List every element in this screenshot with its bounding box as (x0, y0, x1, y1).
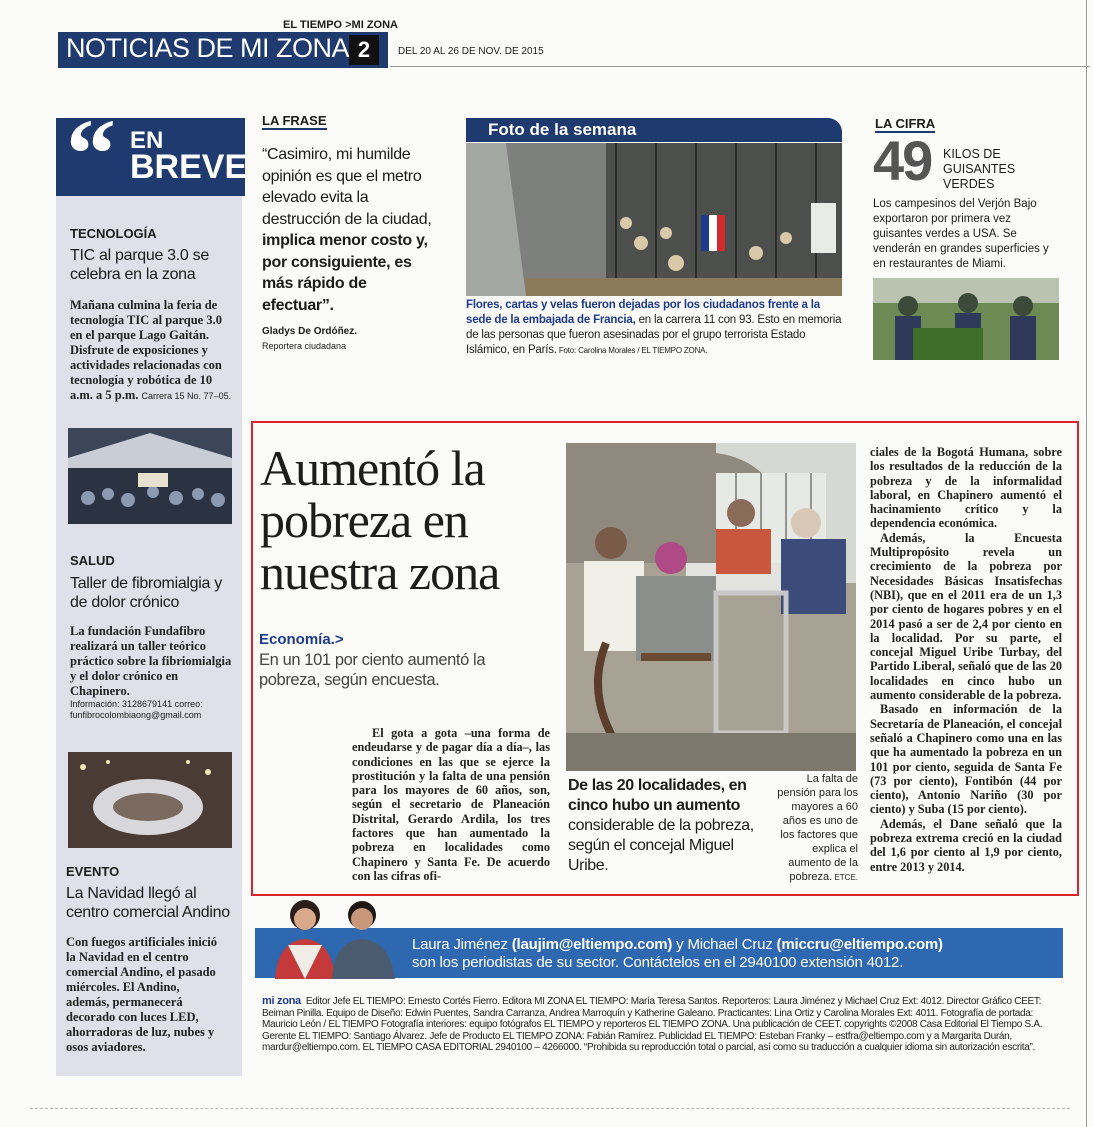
header-rule (390, 66, 1090, 67)
article-photo (566, 443, 856, 771)
reporters-contact (412, 936, 1052, 972)
sidebar-section-label: SALUD (70, 553, 115, 568)
article-paragraph: Además, la Encuesta Multipropósito revela un crecimiento de la pobreza por Necesidades Básicas Insatisfechas (NBI), que en el 2011 era de un 1,3 por ciento de hogares pobres y en el 2014 pasó a ser de 2,4 por ciento en la localidad. Por su parte, el concejal Miguel Uribe Turbay, del Partido Liberal, señaló que de las 20 localidades en cinco hubo un aumento considerable de la pobreza. (870, 530, 1062, 703)
pull-quote-plain: considerable de la pobreza, según el concejal Miguel Uribe. (568, 817, 754, 874)
sidebar-contact-info: Información: 3128679141 correo: funfibrocolombiaong@gmail.com (70, 699, 203, 720)
reporter-name-2: y Michael Cruz (672, 936, 777, 953)
photo-credit: ETCE. (832, 873, 858, 882)
article-paragraph: Basado en información de la Secretaría de Planeación, el concejal señaló a Chapinero como una en las que ha aumentado la pobreza en un 101 por ciento, seguida de Santa Fe (73 por ciento), Fontibón (44 por ciento), Antonio Nariño (30 por ciento) y Suba (15 por ciento). (870, 702, 1062, 817)
article-dek: En un 101 por ciento aumentó la pobreza, según encuesta. (259, 651, 486, 689)
frase-label: LA FRASE (262, 113, 327, 128)
article-paragraph: ciales de la Bogotá Humana, sobre los resultados de la reducción de la pobreza y de la informalidad laboral, en Chapinero aumentó el hacinamiento crítico y la dependencia económica. (870, 445, 1062, 531)
cifra-unit: KILOS DE GUISANTES VERDES (943, 147, 1016, 191)
reporter-email-1[interactable]: (laujim@eltiempo.com) (511, 936, 673, 953)
photo-caption-text: La falta de pensión para los mayores a 60 años es uno de los factores que explica el aumento de la pobreza. (777, 773, 858, 883)
foto-caption-body: en la carrera 11 con 93. Esto en memoria de las personas que fueron asesinadas por el grupo terrorista Estado Islámico, en París. (466, 314, 842, 356)
cifra-photo (873, 278, 1059, 360)
sidebar-section-label: EVENTO (66, 864, 120, 879)
issue-date: DEL 20 AL 26 DE NOV. DE 2015 (398, 46, 544, 57)
foto-semana-caption (466, 298, 846, 358)
pull-quote-bold: De las 20 localidades, en cinco hubo un aumento (568, 777, 747, 814)
foto-caption-highlight: Flores, cartas y velas fueron dejadas por los ciudadanos frente a la sede de la embajada de Francia, (466, 299, 820, 326)
article-column-1: El gota a gota –una forma de endeudarse y de pagar día a día–, las condiciones en las que se ejerce la prostitución y la falta de una pensión para los mayores de 60 años, son, según el secretario de Planeación Distrital, Gerardo Ardila, los tres factores que han aumentado la pobreza en localidades como Chapinero y Santa Fe. De acuerdo con las cifras ofi- (352, 726, 550, 883)
article-paragraph: Además, el Dane señaló que la pobreza extrema creció en la ciudad del 1,6 por ciento al 1,9 por ciento, entre 2013 y 2014. (870, 816, 1062, 874)
sidebar-body-text: Mañana culmina la feria de tecnología TIC al parque 3.0 en el parque Lago Gaitán. Disfrute de exposiciones y actividades relacionadas con tecnología y robótica de 10 a.m. a 5 p.m. (70, 298, 222, 402)
article-column-2 (870, 445, 1062, 874)
frase-role: Reportera ciudadana (262, 341, 347, 351)
masthead-credits (262, 996, 1062, 1054)
article-headline: Aumentó la pobreza en nuestra zona (260, 440, 500, 600)
foto-credit: Foto: Carolina Morales / EL TIEMPO ZONA. (556, 346, 708, 355)
cifra-body: Los campesinos del Verjón Bajo exportaron por primera vez guisantes verdes a USA. Se venderán en grandes superficies y en restaurantes de Miami. (873, 198, 1049, 270)
page-right-edge (1086, 0, 1087, 1127)
page-bottom-rule (30, 1108, 1070, 1109)
article-photo-caption (772, 772, 858, 885)
sidebar-photo-navidad (68, 752, 232, 848)
sidebar-body: Con fuegos artificiales inició la Navidad en el centro comercial Andino, el pasado miércoles. El Andino, además, permanecerá decorado con luces LED, ahorradoras de luz, nubes y osos aviadores. (66, 935, 218, 1054)
reporters-photo (270, 893, 400, 979)
reporters-line2: son los periodistas de su sector. Contáctelos en el 2940100 extensión 4012. (412, 954, 904, 971)
article-section-kicker[interactable]: Economía.> (259, 631, 344, 648)
frase-author: Gladys De Ordóñez. (262, 326, 358, 337)
en-breve-title-line2: BREVE (130, 148, 248, 186)
sidebar-section-label: TECNOLOGÍA (70, 226, 157, 241)
frase-quote-plain: “Casimiro, mi humilde opinión es que el metro elevado evita la destrucción de la ciudad, (262, 146, 432, 228)
frase-quote (262, 144, 438, 316)
sidebar-body (70, 298, 235, 403)
article-pull-quote (568, 776, 763, 876)
reporter-email-2[interactable]: (miccru@eltiempo.com) (776, 936, 943, 953)
quote-mark-icon: “ (66, 98, 116, 209)
frase-quote-bold: implica menor costo y, por consiguiente, es más rápido de efectuar”. (262, 232, 428, 314)
page-title: NOTICIAS DE MI ZONA (66, 33, 350, 63)
issue-number-badge: 2 (349, 35, 379, 65)
header-kicker: EL TIEMPO >MI ZONA (283, 19, 399, 31)
sidebar-headline: La Navidad llegó al centro comercial Andino (66, 885, 230, 921)
foto-semana-label: Foto de la semana (488, 120, 637, 139)
cifra-label: LA CIFRA (875, 116, 936, 131)
en-breve-title-line1: EN (130, 127, 164, 154)
cifra-number: 49 (873, 129, 932, 192)
reporter-name-1: Laura Jiménez (412, 936, 512, 953)
reporters-line1 (412, 936, 1052, 954)
sidebar-headline: TIC al parque 3.0 se celebra en la zona (70, 247, 209, 283)
sidebar-headline: Taller de fibromialgia y de dolor crónico (70, 575, 222, 611)
foto-semana-photo (466, 143, 842, 296)
sidebar-address: Carrera 15 No. 77–05. (141, 391, 232, 401)
sidebar-body: La fundación Fundafibro realizará un taller teórico práctico sobre la fibriomialgia y el dolor crónico en Chapinero. (70, 624, 232, 698)
sidebar-photo-tic (68, 428, 232, 524)
credits-text: Editor Jefe EL TIEMPO: Ernesto Cortés Fierro. Editora MI ZONA EL TIEMPO: María Teresa Santos. Reporteros: Laura Jiménez y Michael Cruz Ext: 4012. Director Gráfico CEET: Beiman Pinilla. Equipo de Diseño: Edwin Puentes, Sandra Carranza, Andrea Marroquín y Katherine Galeano. Practicantes: Lina Ortiz y Carolina Morales Ext: 4011. Fotografía de portada: Mauricio León / EL TIEMPO Fotografía interiores: equipo fotógrafos EL TIEMPO y reporteros EL TIEMPO ZONA. Una publicación de CEET. copyrights ©2008 Casa Editorial El Tiempo S.A. Gerente EL TIEMPO: Santiago Álvarez. Jefe de Producto EL TIEMPO ZONA: Fabián Ramírez. Publicidad EL TIEMPO: Esteban Franky – estfra@eltiempo.com y a Margarita Durán, mardur@eltiempo.com. EL TIEMPO CASA EDITORIAL 2940100 – 4266000. “Prohibida su reproducción total o parcial, así como su traducción a cualquier idioma sin autorización escrita”. (262, 996, 1043, 1053)
mi-zona-logo: mi zona (262, 995, 301, 1007)
